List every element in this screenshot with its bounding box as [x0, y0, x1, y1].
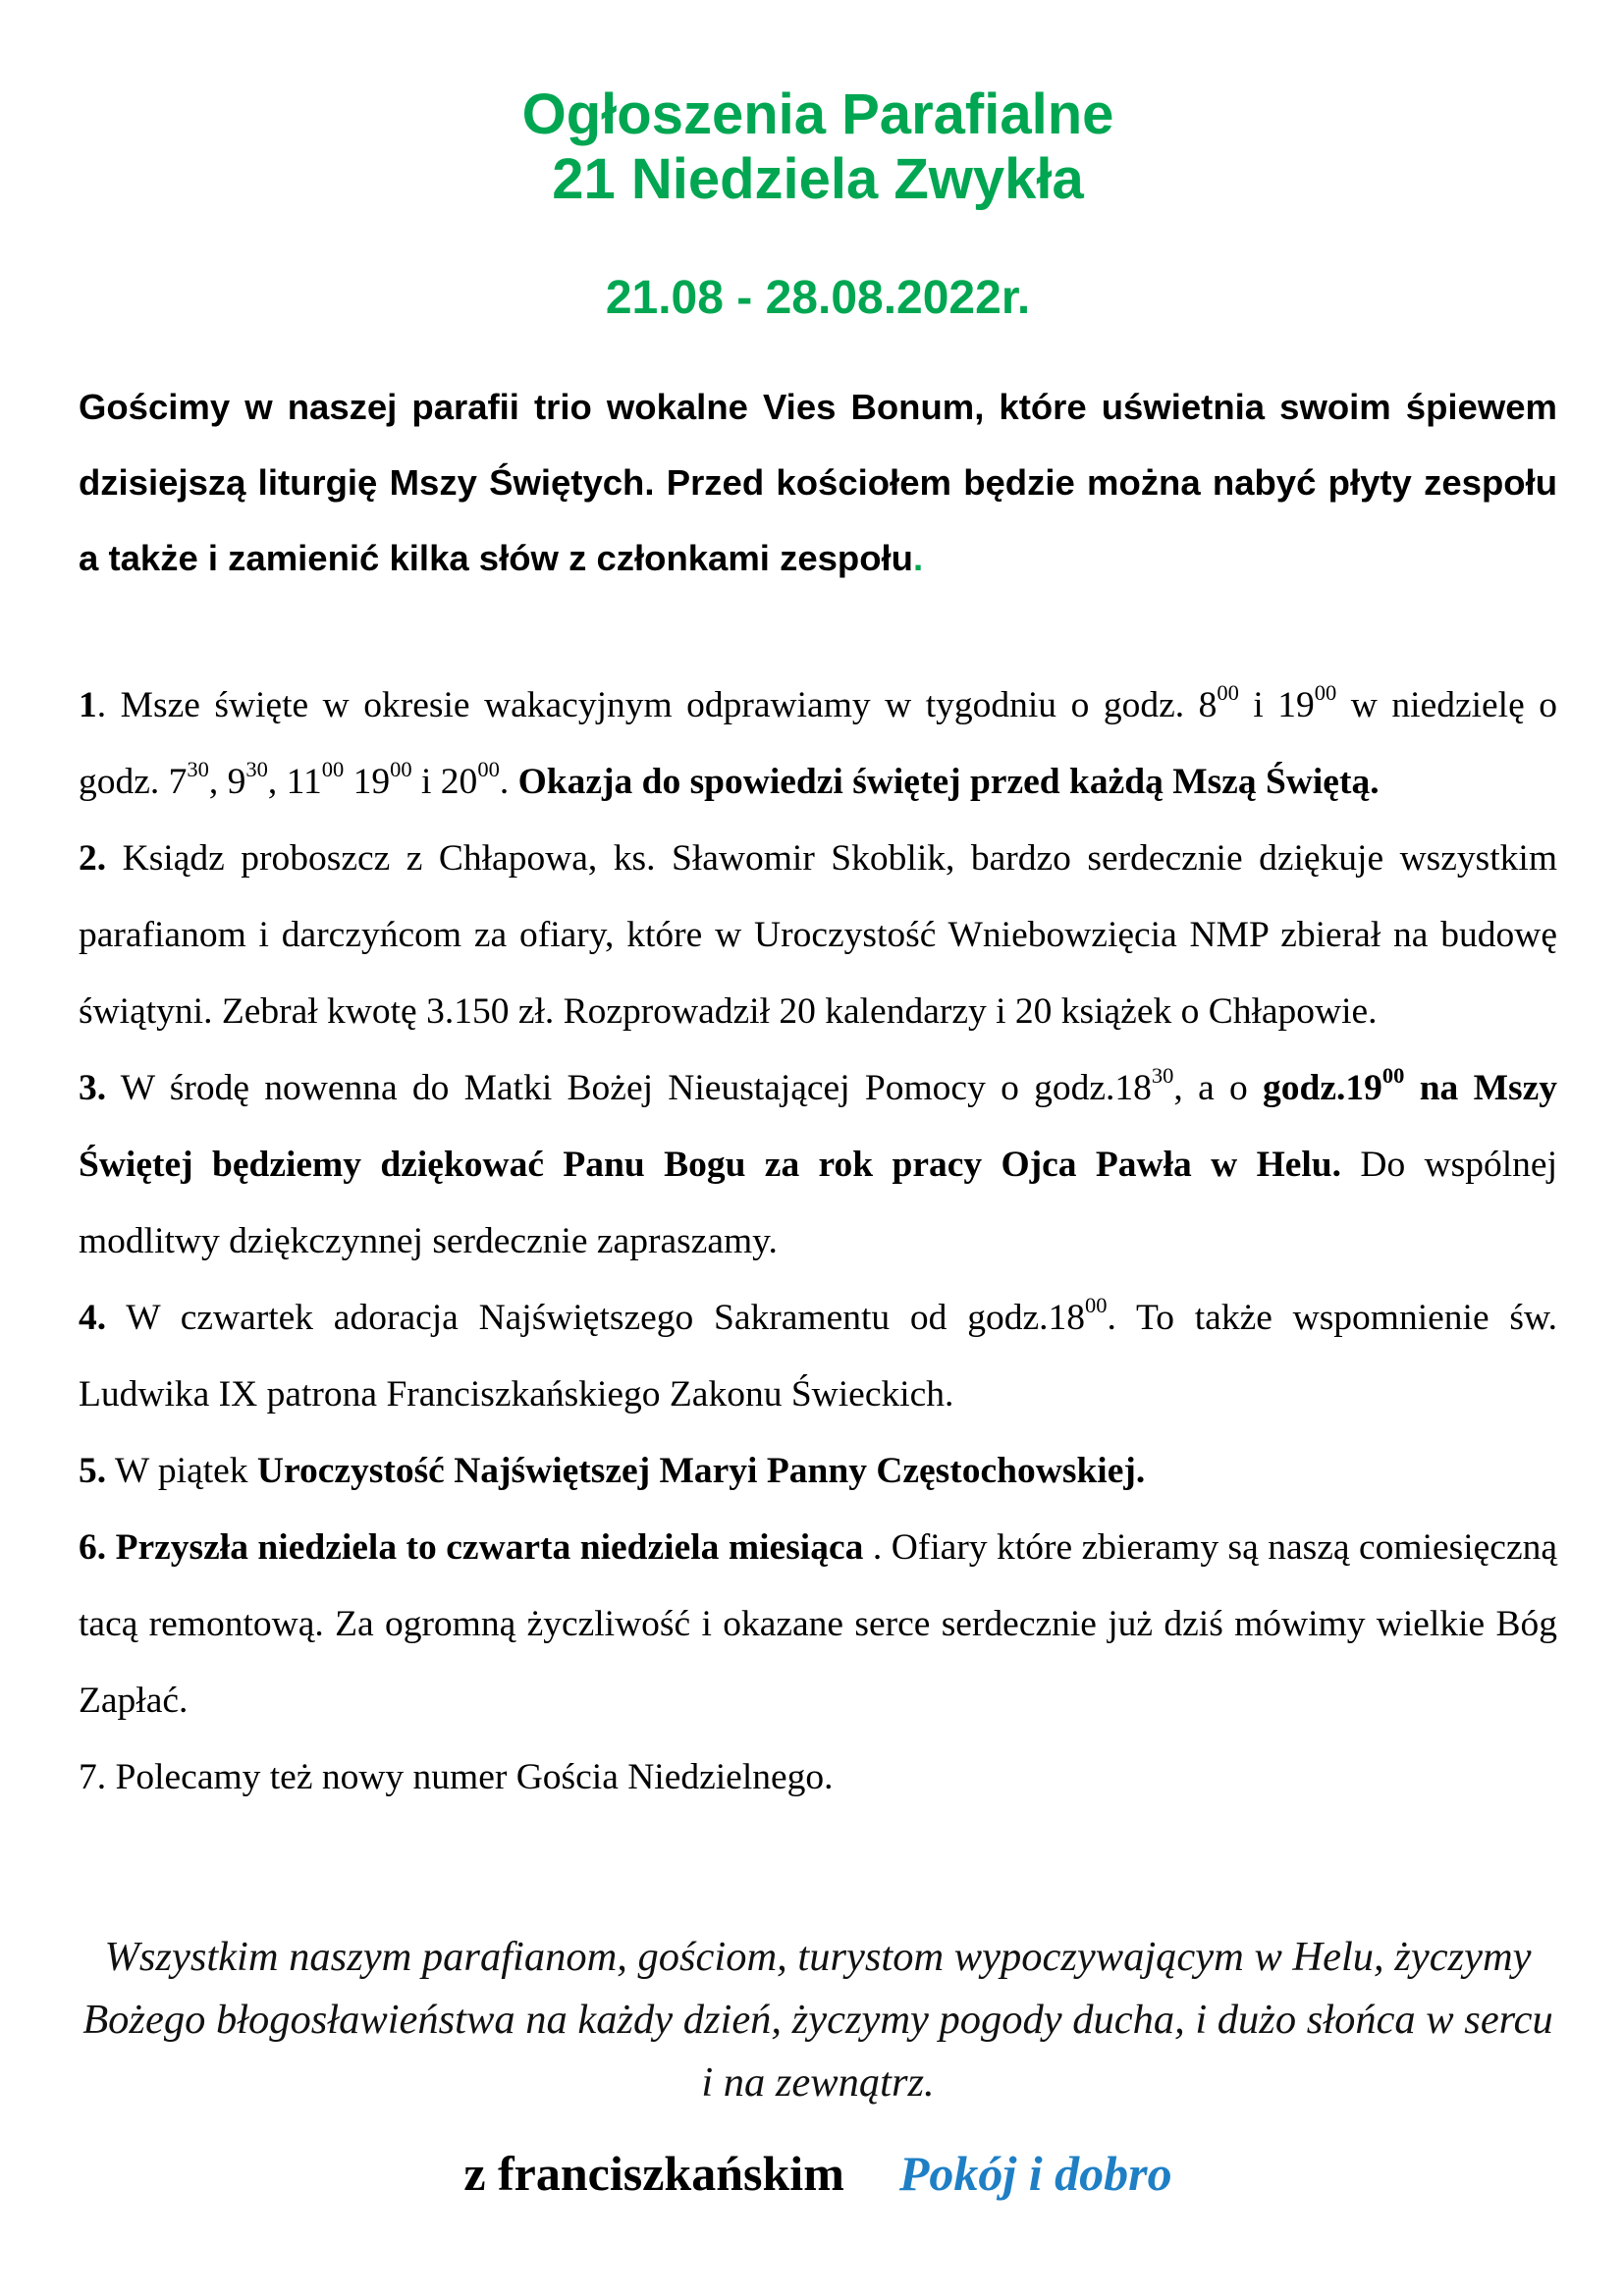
item-number: 5. [79, 1451, 107, 1491]
item-emphasis: Okazja do spowiedzi świętej przed każdą Mszą Świętą. [517, 762, 1380, 802]
signoff-lead: z franciszkańskim [463, 2146, 844, 2201]
item-number: 4. [79, 1298, 107, 1338]
superscript: 00 [477, 757, 500, 782]
intro-paragraph [79, 369, 1557, 596]
announcement-item-1 [79, 667, 1557, 821]
announcement-item-6 [79, 1510, 1557, 1739]
superscript: 00 [1314, 680, 1337, 706]
item-text: W środę nowenna do Matki Bożej Nieustającej Pomocy o godz.18 [106, 1068, 1152, 1108]
item-text: . Ofiary które zbieramy są naszą comiesięczną tacą remontową. Za ogromną życzliwość i okazane serce serdecznie już dziś mówimy wielkie Bóg Zapłać. [79, 1527, 1557, 1721]
item-text: 19 [344, 762, 391, 802]
item-text: W piątek [106, 1451, 257, 1491]
item-text: w niedzielę o godz. 7 [79, 685, 1557, 802]
item-text: , 11 [267, 762, 322, 802]
item-emphasis: 6. Przyszła niedziela to czwarta niedziela miesiąca [79, 1527, 864, 1568]
announcement-item-2 [79, 821, 1557, 1050]
item-text: , 9 [208, 762, 246, 802]
page-subtitle: 21 Niedziela Zwykła [552, 147, 1084, 211]
item-text: W czwartek adoracja Najświętszego Sakramentu od godz.18 [106, 1298, 1085, 1338]
superscript: 30 [187, 757, 209, 782]
item-text: . Msze święte w okresie wakacyjnym odprawiamy w tygodniu o godz. 8 [96, 685, 1218, 725]
superscript: 00 [1084, 1293, 1108, 1318]
item-emphasis: Uroczystość Najświętszej Maryi Panny Częstochowskiej. [256, 1451, 1146, 1491]
item-text: , a o [1173, 1068, 1264, 1108]
superscript: 00 [1217, 680, 1239, 706]
announcement-item-5 [79, 1433, 1557, 1510]
announcement-item-3 [79, 1050, 1557, 1280]
item-text: Do wspólnej modlitwy dziękczynnej serdecznie zapraszamy. [79, 1145, 1557, 1261]
superscript: 30 [245, 757, 268, 782]
item-emphasis: na Mszy Świętej będziemy dziękować Panu Bogu za rok pracy Ojca Pawła w Helu. [79, 1068, 1557, 1185]
item-text: i 20 [411, 762, 478, 802]
item-text: Ksiądz proboszcz z Chłapowa, ks. Sławomir Skoblik, bardzo serdecznie dziękuje wszystkim parafianom i darczyńcom za ofiary, które w Uroczystość Wniebowzięcia NMP zbierał na budowę świątyni. Zebrał kwotę 3.150 zł. Rozprowadził 20 kalendarzy i 20 książek o Chłapowie. [79, 838, 1557, 1032]
item-text: . To także wspomnienie św. Ludwika IX patrona Franciszkańskiego Zakonu Świeckich. [79, 1298, 1557, 1415]
date-range: 21.08 - 28.08.2022r. [605, 272, 1031, 324]
item-number: 1 [79, 685, 97, 725]
closing-wishes: Wszystkim naszym parafianom, gościom, turystom wypoczywającym w Helu, życzymy Bożego błogosławieństwa na każdy dzień, życzymy pogody ducha, i dużo słońca w sercu i na zewnątrz. [82, 1934, 1553, 2106]
item-text: . [499, 762, 518, 802]
announcement-item-7 [79, 1739, 1557, 1816]
intro-dot: . [912, 538, 924, 578]
superscript: 00 [390, 757, 412, 782]
item-text: i 19 [1238, 685, 1315, 725]
item-number: 2. [79, 838, 107, 879]
signoff-motto: Pokój i dobro [898, 2146, 1172, 2201]
title-block [79, 82, 1557, 212]
item-number: 3. [79, 1068, 107, 1108]
item-text: 7. Polecamy też nowy numer Gościa Niedzielnego. [79, 1757, 834, 1797]
announcement-item-4 [79, 1280, 1557, 1433]
signoff [79, 2142, 1557, 2205]
announcement-list [79, 667, 1557, 1816]
page-title: Ogłoszenia Parafialne [521, 82, 1114, 146]
superscript: 00 [321, 757, 345, 782]
superscript: 30 [1151, 1063, 1174, 1089]
intro-text: Gościmy w naszej parafii trio wokalne Vies Bonum, które uświetnia swoim śpiewem dzisiejszą liturgię Mszy Świętych. Przed kościołem będzie można nabyć płyty zespołu a także i zamienić kilka słów z członkami zespołu [79, 387, 1557, 578]
superscript: 00 [1381, 1063, 1405, 1089]
item-emphasis: godz.19 [1263, 1068, 1382, 1108]
